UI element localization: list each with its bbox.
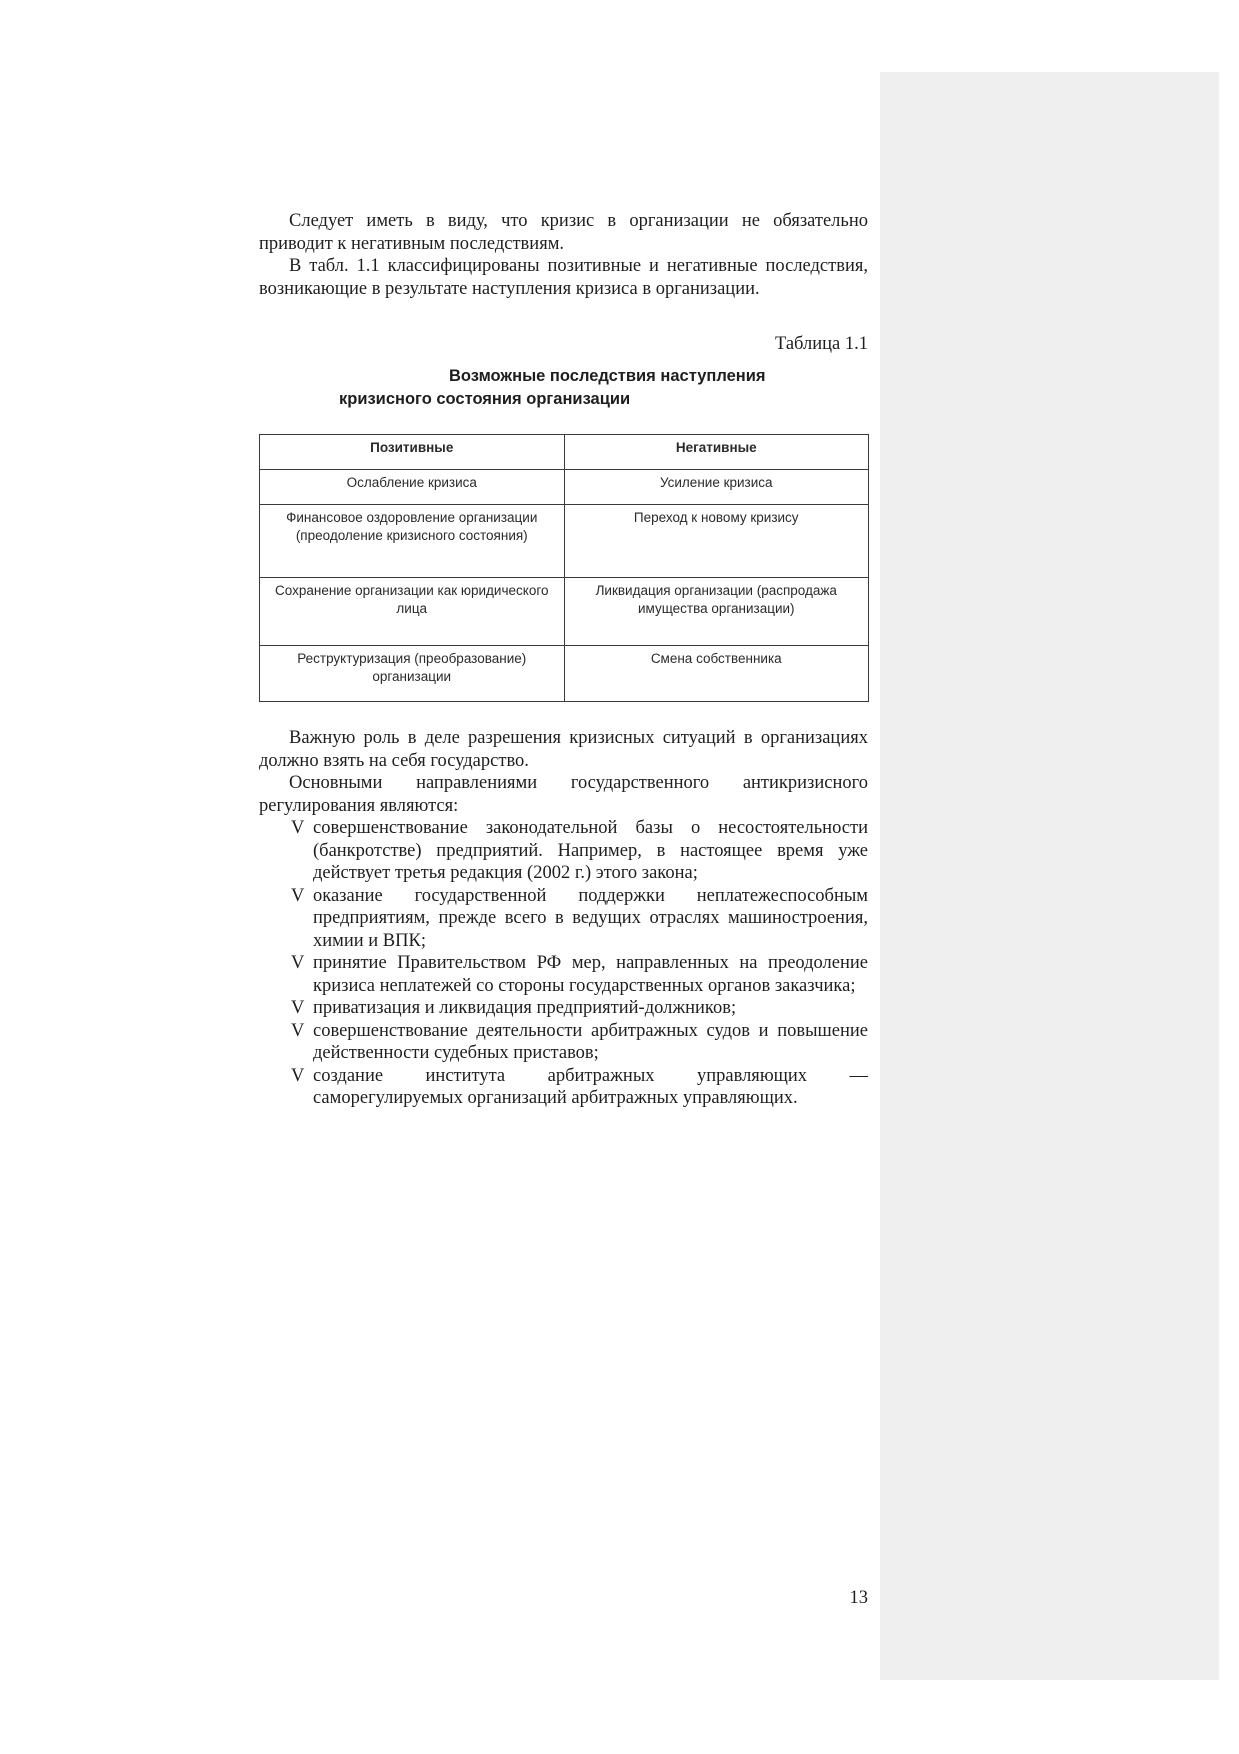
table-title bbox=[259, 365, 868, 411]
body-paragraph-1: Важную роль в деле разрешения кризисных ситуаций в организациях должно взять на себя государство. bbox=[259, 728, 868, 771]
table-cell: Финансовое оздоровление организации (преодоление кризисного состояния) bbox=[260, 505, 565, 578]
table-caption: Таблица 1.1 bbox=[775, 334, 868, 354]
list-item bbox=[259, 817, 868, 885]
list-item bbox=[259, 1020, 868, 1065]
list-item bbox=[259, 885, 868, 953]
table-title-line-1: Возможные последствия наступления bbox=[449, 367, 766, 385]
list-item-text: создание института арбитражных управляющих — саморегулируемых организаций арбитражных управляющих. bbox=[313, 1065, 868, 1108]
list-item-text: оказание государственной поддержки неплатежеспособным предприятиям, прежде всего в ведущих отраслях машиностроения, химии и ВПК; bbox=[313, 885, 868, 951]
comment-margin-pane bbox=[880, 72, 1219, 1680]
table-cell: Ликвидация организации (распродажа имущества организации) bbox=[564, 578, 869, 646]
list-item-text: приватизация и ликвидация предприятий-должников; bbox=[313, 998, 737, 1018]
bullet-mark: V bbox=[291, 885, 305, 906]
table-row bbox=[260, 578, 869, 646]
table-header-row bbox=[260, 435, 869, 470]
list-item-text: принятие Правительством РФ мер, направленных на преодоление кризиса неплатежей со стороны государственных органов заказчика; bbox=[313, 953, 868, 996]
body-paragraph-2: Основными направлениями государственного антикризисного регулирования являются: bbox=[259, 773, 868, 816]
table-cell: Сохранение организации как юридического лица bbox=[260, 578, 565, 646]
body-text bbox=[259, 727, 868, 1110]
intro-text bbox=[259, 210, 868, 300]
table-cell: Смена собственника bbox=[564, 646, 869, 702]
consequences-table bbox=[259, 434, 869, 702]
bullet-mark: V bbox=[291, 818, 305, 838]
table-cell: Переход к новому кризису bbox=[564, 505, 869, 578]
table-cell: Реструктуризация (преобразование) организации bbox=[260, 646, 565, 702]
measures-list bbox=[259, 817, 868, 1110]
table-row bbox=[260, 505, 869, 578]
bullet-mark: V bbox=[291, 953, 305, 973]
bullet-mark: V bbox=[291, 998, 305, 1018]
table-cell: Ослабление кризиса bbox=[260, 470, 565, 505]
header-positive: Позитивные bbox=[260, 435, 565, 470]
list-item bbox=[259, 997, 868, 1020]
intro-paragraph-2: В табл. 1.1 классифицированы позитивные и негативные последствия, возникающие в результате наступления кризиса в организации. bbox=[259, 256, 868, 299]
list-item-text: совершенствование законодательной базы о несостоятельности (банкротстве) предприятий. Например, в настоящее время уже действует третья редакция (2002 г.) этого закона; bbox=[313, 818, 868, 883]
table-title-line-2: кризисного состояния организации bbox=[339, 390, 631, 408]
table-row bbox=[260, 470, 869, 505]
table-cell: Усиление кризиса bbox=[564, 470, 869, 505]
header-negative: Негативные bbox=[564, 435, 869, 470]
intro-paragraph-1: Следует иметь в виду, что кризис в организации не обязательно приводит к негативным последствиям. bbox=[259, 211, 868, 254]
table-row bbox=[260, 646, 869, 702]
list-item bbox=[259, 952, 868, 997]
page-number: 13 bbox=[849, 1588, 868, 1608]
bullet-mark: V bbox=[291, 1020, 305, 1041]
list-item bbox=[259, 1065, 868, 1110]
list-item-text: совершенствование деятельности арбитражных судов и повышение действенности судебных приставов; bbox=[313, 1020, 868, 1063]
bullet-mark: V bbox=[291, 1065, 305, 1086]
